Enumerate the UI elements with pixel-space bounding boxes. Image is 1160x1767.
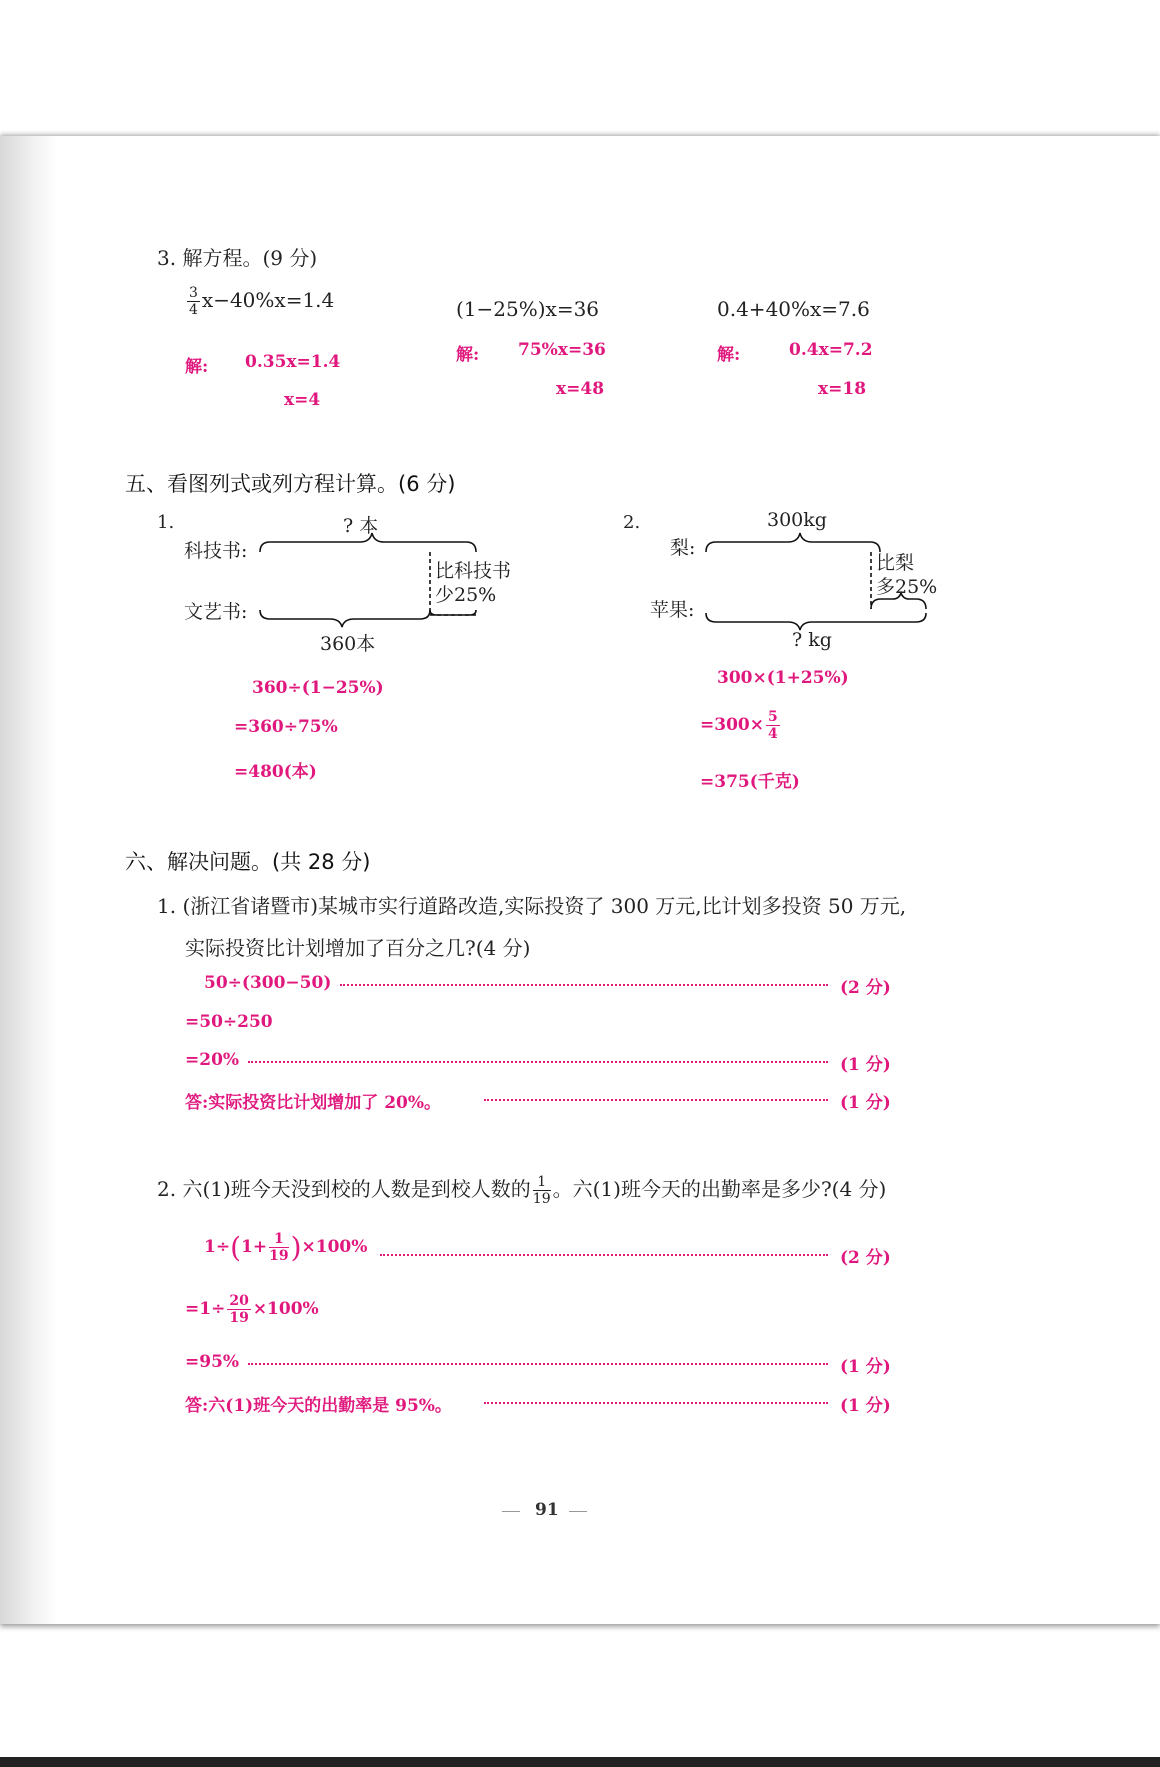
section5-heading: 五、看图列式或列方程计算。(6 分) [125, 472, 456, 496]
s5-p1-ans1: 360÷(1−25%) [252, 678, 384, 698]
q3-eq2: (1−25%)x=36 [456, 297, 600, 321]
s6-q1-line2: 实际投资比计划增加了百分之几?(4 分) [185, 936, 531, 960]
q3-eq3-sol-label: 解: [717, 345, 741, 365]
s6-q2-s3: =95% [185, 1352, 240, 1372]
s6-q2-s4-score: (1 分) [840, 1396, 891, 1416]
bottom-brace [260, 610, 430, 627]
s5-p1-number: 1. [157, 512, 175, 533]
s6-q2-s4: 答:六(1)班今天的出勤率是 95%。 [185, 1396, 452, 1416]
q3-title: 3. 解方程。(9 分) [157, 246, 318, 270]
s5-p2-side2: 多25% [876, 576, 938, 598]
s5-p2-side1: 比梨 [876, 552, 915, 574]
s5-p1-ans3: =480(本) [234, 762, 317, 782]
dotted-leader [484, 1099, 828, 1101]
s5-p1-row2: 文艺书: [184, 601, 248, 623]
q3-eq1-step2: x=4 [284, 390, 321, 410]
page-edge-shadow [0, 136, 58, 1624]
q3-eq1-sol-label: 解: [185, 357, 209, 377]
s6-q1-line1: 1. (浙江省诸暨市)某城市实行道路改造,实际投资了 300 万元,比计划多投资 50 万元, [157, 894, 907, 918]
s6-q2-line: 2. 六(1)班今天没到校的人数是到校人数的 $\frac{1}{19}$ 。六(1)班今天的出勤率是多少?(4 分) [157, 1174, 887, 1207]
dotted-leader [484, 1402, 828, 1404]
paren-open: ( [230, 1230, 242, 1264]
s6-q1-s4-score: (1 分) [840, 1093, 891, 1113]
fraction: $\frac{20}{19}$ [229, 1293, 249, 1326]
s6-q1-s1-score: (2 分) [840, 978, 891, 998]
s5-p1-ans2: =360÷75% [234, 717, 338, 737]
fraction: $\frac{5}{4}$ [767, 709, 778, 742]
q3-eq1: $\frac{3}{4}$ x−40%x=1.4 [189, 285, 335, 318]
section6-heading: 六、解决问题。(共 28 分) [125, 850, 371, 874]
dotted-leader [380, 1254, 828, 1256]
q3-eq3-step1: 0.4x=7.2 [789, 340, 873, 360]
fraction: $\frac{1}{19}$ [532, 1174, 551, 1207]
s6-q2-s1: 1÷(1+ $\frac{1}{19}$ )×100% [204, 1230, 368, 1264]
s6-q1-s1: 50÷(300−50) [204, 973, 332, 993]
page-number: 91 [535, 1500, 559, 1520]
s5-p2-row1: 梨: [670, 537, 696, 559]
top-brace [706, 533, 880, 552]
dotted-leader [248, 1061, 828, 1063]
q3-eq2-sol-label: 解: [456, 345, 480, 365]
s5-p2-row2: 苹果: [650, 599, 695, 621]
s5-p1-top-label: ? 本 [343, 515, 379, 537]
s6-q1-s3-score: (1 分) [840, 1055, 891, 1075]
s6-q1-s4: 答:实际投资比计划增加了 20%。 [185, 1093, 442, 1113]
dotted-leader [248, 1363, 828, 1365]
s5-p1-side2: 少25% [435, 584, 497, 606]
s5-p1-bottom-label: 360本 [320, 633, 376, 655]
s5-p1-side1: 比科技书 [435, 560, 512, 582]
dotted-leader [340, 984, 828, 986]
q3-eq2-step1: 75%x=36 [518, 340, 606, 360]
footer-dash-left [502, 1511, 520, 1512]
s6-q2-s3-score: (1 分) [840, 1357, 891, 1377]
s5-p2-top-label: 300kg [767, 509, 827, 531]
s5-p2-number: 2. [623, 512, 641, 533]
q3-eq3-step2: x=18 [818, 379, 867, 399]
paren-close: ) [290, 1230, 302, 1264]
s5-p2-ans3: =375(千克) [700, 772, 800, 792]
s5-p1-row1: 科技书: [184, 540, 248, 562]
bottom-brace [706, 613, 926, 630]
bottom-bar [0, 1757, 1160, 1767]
q3-eq2-step2: x=48 [556, 379, 605, 399]
s5-p2-ans2: =300× $\frac{5}{4}$ [700, 709, 778, 742]
footer-dash-right [569, 1511, 587, 1512]
s5-p2-bottom-label: ? kg [792, 629, 832, 651]
q3-eq3: 0.4+40%x=7.6 [717, 297, 870, 321]
s6-q2-s1-score: (2 分) [840, 1248, 891, 1268]
fraction: $\frac{1}{19}$ [269, 1231, 289, 1264]
s6-q1-s3: =20% [185, 1050, 240, 1070]
s6-q1-s2: =50÷250 [185, 1012, 273, 1032]
s6-q2-s2: =1÷ $\frac{20}{19}$ ×100% [185, 1293, 319, 1326]
fraction: $\frac{3}{4}$ [189, 285, 198, 318]
s5-p2-ans1: 300×(1+25%) [717, 668, 849, 688]
q3-eq1-step1: 0.35x=1.4 [245, 352, 341, 372]
